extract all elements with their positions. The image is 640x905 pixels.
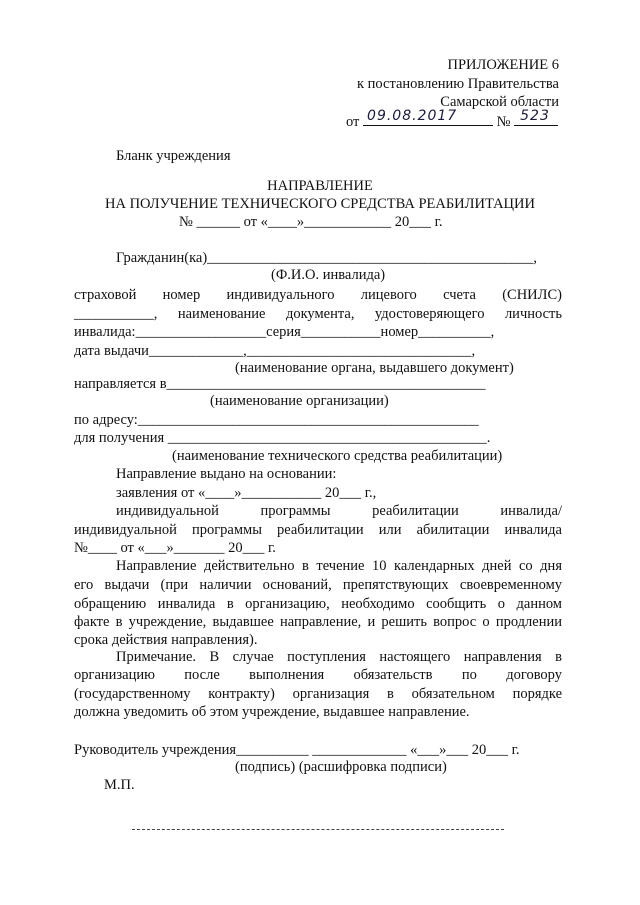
ipr-line-2: индивидуальной программы реабилитации или абилитации инвалида xyxy=(74,522,562,538)
decree-label: к постановлению Правительства xyxy=(357,76,559,92)
document-subtitle: НА ПОЛУЧЕНИЕ ТЕХНИЧЕСКОГО СРЕДСТВА РЕАБИЛИТАЦИИ xyxy=(105,196,535,212)
ipr-line-3: №____ от «___»_______ 20___ г. xyxy=(74,540,276,556)
number-underline xyxy=(514,108,558,126)
document-title: НАПРАВЛЕНИЕ xyxy=(267,178,373,194)
date-prefix: от xyxy=(346,114,360,130)
number-prefix: № xyxy=(496,114,511,130)
note-line-3: (государственному контракту) организация в обязательном порядке xyxy=(74,686,562,702)
title-number-line: № ______ от «____»____________ 20___ г. xyxy=(179,214,443,230)
institution-blank: Бланк учреждения xyxy=(116,148,231,164)
region-label: Самарской области xyxy=(440,94,559,110)
snils-line: страховой номер индивидуального лицевого счета (СНИЛС) xyxy=(74,287,562,303)
organization-hint: (наименование организации) xyxy=(210,393,389,409)
signature-hint: (подпись) (расшифровка подписи) xyxy=(235,759,447,775)
document-line: ___________, наименование документа, удостоверяющего личность xyxy=(74,306,562,322)
issuer-hint: (наименование органа, выдавшего документ) xyxy=(235,360,514,376)
validity-line-4: факте в учреждение, выдавшее направление, и решить вопрос о продлении xyxy=(74,614,562,630)
series-number-line: инвалида:__________________серия___________номер__________, xyxy=(74,324,495,340)
date-underline xyxy=(363,108,493,126)
validity-line-2: его выдачи (при наличии оснований, препятствующих своевременному xyxy=(74,577,562,593)
validity-line-5: срока действия направления). xyxy=(74,632,258,648)
address-line: по адресу:_______________________________________________ xyxy=(74,412,479,428)
sent-to-line: направляется в____________________________________________ xyxy=(74,376,486,392)
issue-date-line: дата выдачи_____________,_______________________________, xyxy=(74,343,476,359)
tsr-hint: (наименование технического средства реабилитации) xyxy=(172,448,503,464)
for-receiving-line: для получения ____________________________________________. xyxy=(74,430,491,446)
note-line-4: должна уведомить об этом учреждение, выдавшее направление. xyxy=(74,704,470,720)
note-line-2: организацию после выполнения обязательств по договору xyxy=(74,667,562,683)
handwritten-number: 523 xyxy=(520,108,550,124)
citizen-hint: (Ф.И.О. инвалида) xyxy=(271,267,386,283)
basis-line: Направление выдано на основании: xyxy=(116,466,337,482)
stamp-label: М.П. xyxy=(104,777,135,793)
citizen-field: Гражданин(ка)_____________________________________________, xyxy=(116,250,538,266)
note-line-1: Примечание. В случае поступления настоящего направления в xyxy=(116,649,562,665)
handwritten-date: 09.08.2017 xyxy=(367,108,458,124)
appendix-label: ПРИЛОЖЕНИЕ 6 xyxy=(447,57,559,73)
application-line: заявления от «____»___________ 20___ г., xyxy=(116,485,377,501)
ipr-line-1: индивидуальной программы реабилитации инвалида/ xyxy=(116,503,562,519)
decree-date-line xyxy=(346,108,558,131)
page-divider xyxy=(132,829,504,830)
validity-line-1: Направление действительно в течение 10 календарных дней со дня xyxy=(116,558,562,574)
validity-line-3: обращению инвалида в организацию, необходимо сообщить о данном xyxy=(74,596,562,612)
head-signature-line: Руководитель учреждения__________ _____________ «___»___ 20___ г. xyxy=(74,742,520,758)
